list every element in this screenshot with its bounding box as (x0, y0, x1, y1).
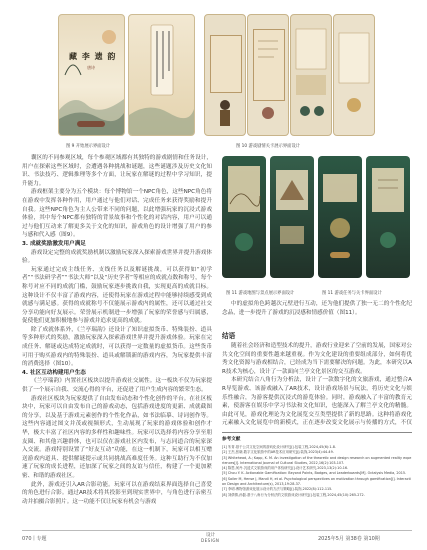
references-title: 参考文献 (222, 437, 241, 442)
footer-divider (22, 530, 412, 531)
references-list (222, 445, 412, 527)
fig11-screen-2 (270, 156, 314, 278)
fig9-screen-start (58, 14, 125, 136)
body-paragraph: 囊区的不同参观区域，每个参观区域都有其独特的游戏剧情和任务设计，用户在探索这些区域时，会遭遇各种挑战和谜题，这些谜题涉及历史文化知识、书法技巧、逻辑推理等多个方面，让玩家在解谜的过程中学习知识，提升能力。 (22, 155, 212, 187)
reference-item: [8] 刘倩倩,孙磊.基于八角行为分析法的文旅游戏设计研究[J].包装工程,2024,45(10):265-272. (222, 492, 365, 497)
conclusion-title: 结语 (222, 332, 236, 340)
footer-issue: 2025年5月 第38卷 第10期 (318, 536, 380, 542)
figure-9-caption: 图 9 开始展示界面设计 (66, 144, 111, 149)
reference-item: [5] Chou Y. K. Actionable Gamification: Beyond Points, Badges, and Leaderboards[M]. Octalysis Media, 2015. (222, 471, 407, 476)
fig10-screen-4 (333, 14, 375, 136)
conclusion-paragraph: 随着社会经济和造型技术的提升，游戏行业迎来了空前的发展，国家对公共文化空间的重要性越来越重视。作为文化建设的重要组成部分，如何将优秀文化资源与游戏相结合，已经成为当下需要解决的问题。为此，本研究以AR技术为核心，设计了一款面向兰亭文化景区的交互游戏。 (222, 343, 412, 375)
quest-scene-icon (318, 156, 362, 278)
figure-9 (58, 14, 194, 142)
reward-panel-icon (334, 15, 374, 135)
reference-item: [1] 朱青.基于公共文化空间的游戏化设计研究[J].包装工程,2024,45(6):1-8. (222, 445, 336, 449)
conclusion-paragraph: 本研究结合八角行为分析法，设计了一款数字化的文旅游戏，通过整合AR导览游戏、该游戏融入了AR技术，设计游戏场景与玩法，将历史文化与娱乐性融合，为游客提供沉浸式的游览体验。同时，游戏融入了丰富的教育元素，使游客在娱乐中学习书法和文化知识，也能深入了解兰亭文化的精髓。由此可见，游戏化理论为文化展览交互类型提供了新的思路。这种将游戏化元素融入文化展览中的新模式，正在逐步改变文化展示与传播的方式，不仅 (222, 377, 412, 426)
start-button[interactable] (77, 121, 105, 127)
task-panel-icon (291, 15, 331, 135)
section-subheading: 3. 成就奖励激发用户满足 (22, 240, 86, 247)
figure-10-caption: 图 10 游戏剧情关卡展示界面设计 (236, 144, 301, 149)
fig11-screen-1 (222, 156, 266, 278)
fig9-game-title: 藏 李 遗 韵 (69, 51, 117, 61)
body-paragraph: 玩家通过完成主线任务、支线任务以及解谜挑战，可以获得如“初学者”“书法研学者”“书法大师”以及“历史学者”等相应的成就点数和称号，每个称号对应不同的成就门槛，鼓励玩家逐步挑战自我，实现更高的成就目标。这种设计不仅丰富了游戏内容，还使得玩家在游戏过程中能够持续感受到成就感与满足感。获得的成就称号不仅能展示游戏内的属性，还可以通过社交分享功能向好友展示。荣誉展示机制进一步增强了玩家的荣誉感与归属感，促使他们更加积极地参与游戏并追求更高的成就。 (22, 266, 212, 325)
reference-item: [3] Whitehead, A.; Kapp, K. M. An investigation of the theoretic and design research on augmented reality experiences[J]. International Journal of Cultural Studies, 2022,16(2):103-107. (222, 455, 412, 465)
figure-10 (204, 14, 374, 142)
character-figure-icon (205, 15, 245, 135)
body-paragraph: 游戏社区板块为玩家提供了自由发布动态和个性化创作的平台。在社区板块中，玩家可以自由发布自己的游戏动态，包括游戏进度的更新、成就截图的分享，以及基于游戏元素创作的个性化作品，如书法临摹、诗词创作等。这些内容通过图文并茂或视频形式，生动展现了玩家的游戏体验和创作才华，极大丰富了社区内容的多样性和趣味性。玩家可以选择将内容分享至朋友圈、和其他兴趣群体，也可以仅在游戏社区内发布，与志同道合的玩家深入交流。游戏特别设置了“好友互动”功能，在这一机制下，玩家可以相互赠送游戏内道具、提供解谜提示或共同挑战高难度任务。这种互助行为不仅加速了玩家的成长进程，还加深了玩家之间的友谊与信任，构建了一个更加紧密、和谐的游戏社区。 (22, 395, 212, 479)
reference-item: [4] 陈思,何丹.沉浸式文旅游戏的用户体验研究[J].设计艺术研究,2023,13(2):10-16. (222, 466, 349, 471)
footer-magazine-name-en: DESIGN (201, 538, 220, 543)
fig11-screen-3 (318, 156, 362, 278)
figure-11-caption-b: 图 11 游戏任务与关卡界面设计 (322, 291, 382, 296)
map-scene-icon (222, 156, 266, 278)
body-paragraph: 游戏框架主要分为五个模块：每个博物馆一个NPC角色，这些NPC角色将在游戏中发挥各种作用，用户通过与他们对话、完成任务来获得奖励和提升自我。这些NPC角色为主人公带来不同的问题，以此增强玩家的沉浸式游戏体验，其中每个NPC都有独特的背景故事和个性化的对话内容，用户可以通过与他们互动来了解更多关于文化的知识，游戏角色的设计增强了用户的参与感和代入感（图9）。 (22, 189, 212, 239)
body-column-right-top (222, 300, 412, 320)
fig9-screen-scroll (128, 14, 195, 136)
body-column-left (22, 154, 212, 524)
fig10-screen-2 (247, 14, 289, 136)
fig10-screen-3 (290, 14, 332, 136)
ink-brush-illustration (129, 15, 194, 135)
footer-magazine-name: 设计 (206, 533, 216, 538)
footer-page-label: 070丨专题 (22, 536, 47, 542)
level-scene-icon (366, 156, 410, 278)
dialog-lines-icon (248, 15, 288, 135)
reference-item: [7] 李明.博物馆游戏化展示设计的方法与策略[J].装饰,2022(8):112-115. (222, 487, 333, 492)
body-paragraph: 此外，游戏还引入AR合影功能。玩家可以在游戏结束界面选择自己喜爱的角色进行合影。通过AR技术将其投影至到现实世界中，与角色进行亲密互动并拍摄合影照片。这一功能不仅让玩家有机会与游戏 (22, 481, 212, 505)
body-paragraph: 游戏设定完整的成就奖励机制以激励玩家深入探索游戏世界并提升游戏体验。 (22, 249, 212, 265)
fig10-screen-1 (204, 14, 246, 136)
fig9-game-subtitle: 唐诗 (87, 65, 95, 70)
body-paragraph: 《兰亭瑞韵》内置社区板块以提升游戏社交属性。这一板块不仅为玩家提供了一个展示自我、交流心得的平台，还促进了用户生成内容的繁荣生态。 (22, 378, 212, 394)
conclusion-body (222, 342, 412, 426)
references-divider (222, 432, 412, 433)
section-subheading: 4. 社区互动构建用户生态 (22, 369, 86, 376)
landmark-scene-icon (270, 156, 314, 278)
fig11-screen-4 (366, 156, 410, 278)
ink-mountain-illustration (59, 15, 124, 135)
reference-item: [2] 王杰,张晓.数字文化旅游中的AR技术应用研究[J].装饰,2023(4):44-49. (222, 450, 334, 455)
body-paragraph: 除了成就体系外，《兰亭瑞韵》还设计了知识虚拟货币、特殊装扮、道具等多种形式的奖励，激励玩家深入探索游戏世界并提升游戏体验。玩家在完成任务、解谜或达成特定成就时，可以获得一定数量的虚拟货币。这些货币可用于购买游戏内的特殊装扮、道具或解锁新的游戏内容，为玩家提供丰富的消费选择（图10）。 (22, 326, 212, 368)
figure-11-caption-a: 图 11 游戏地图与景点展示界面设计 (226, 291, 295, 296)
reference-item: [6] Sailer M, Hense J, Mandl H, et al. Psychological perspectives on motivation through gamification[J]. Interaction Design and Architecture(s), 2013,19:28-37. (222, 476, 411, 487)
figure-11 (222, 156, 410, 288)
body-paragraph: 中的虚拟角色跨越次元壁进行互动，还为他们提供了独一无二的个性化纪念品，进一步提升了游戏的沉浸感和情感价值（图11）。 (222, 301, 412, 316)
